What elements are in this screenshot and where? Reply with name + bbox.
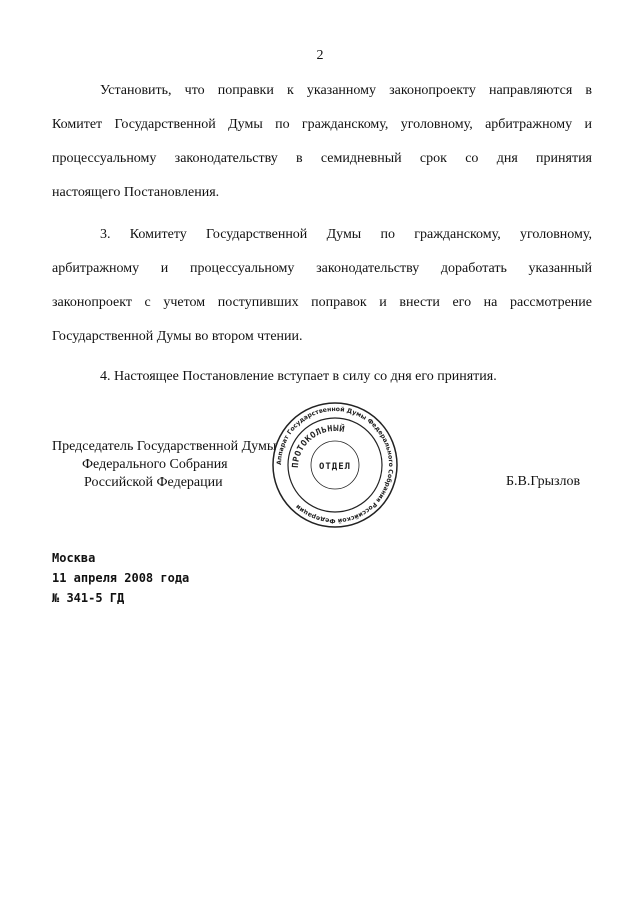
page-number: 2 [316, 48, 324, 63]
signatory-title-line: Федерального Собрания [82, 457, 228, 472]
text-line: настоящего Постановления. [52, 185, 220, 200]
signatory-title-line: Российской Федерации [84, 475, 223, 490]
document-footer [52, 548, 189, 608]
signatory-name: Б.В.Грызлов [506, 474, 581, 489]
signatory-title [52, 438, 276, 492]
paragraph-2-continued [52, 82, 592, 218]
stamp-center-text: ОТДЕЛ [318, 462, 352, 472]
text-line: Государственной Думы во втором чтении. [52, 329, 303, 344]
text-line: Комитет Государственной Думы по гражданскому, уголовному, арбитражному и [52, 117, 592, 132]
footer-number: № 341-5 ГД [52, 591, 125, 605]
paragraph-4 [52, 368, 592, 402]
text-line: Установить, что поправки к указанному законопроекту направляются в [100, 83, 592, 98]
text-line: законопроект с учетом поступивших поправок и внести его на рассмотрение [52, 295, 592, 310]
text-line: 3. Комитету Государственной Думы по гражданскому, уголовному, [100, 227, 592, 242]
stamp-outer-text: Аппарат Государственной Думы Федерального Собрания Российской Федерации [275, 405, 395, 525]
footer-date: 11 апреля 2008 года [52, 571, 190, 585]
stamp-inner-text: ПРОТОКОЛЬНЫЙ [290, 423, 346, 469]
text-line: процессуальному законодательству в семидневный срок со дня принятия [52, 151, 592, 166]
paragraph-3 [52, 226, 592, 362]
text-line: арбитражному и процессуальному законодательству доработать указанный [52, 261, 592, 276]
signatory-title-line: Председатель Государственной Думы [52, 439, 277, 454]
official-stamp [270, 400, 400, 530]
text-line: 4. Настоящее Постановление вступает в силу со дня его принятия. [100, 369, 497, 384]
footer-city: Москва [52, 551, 96, 565]
